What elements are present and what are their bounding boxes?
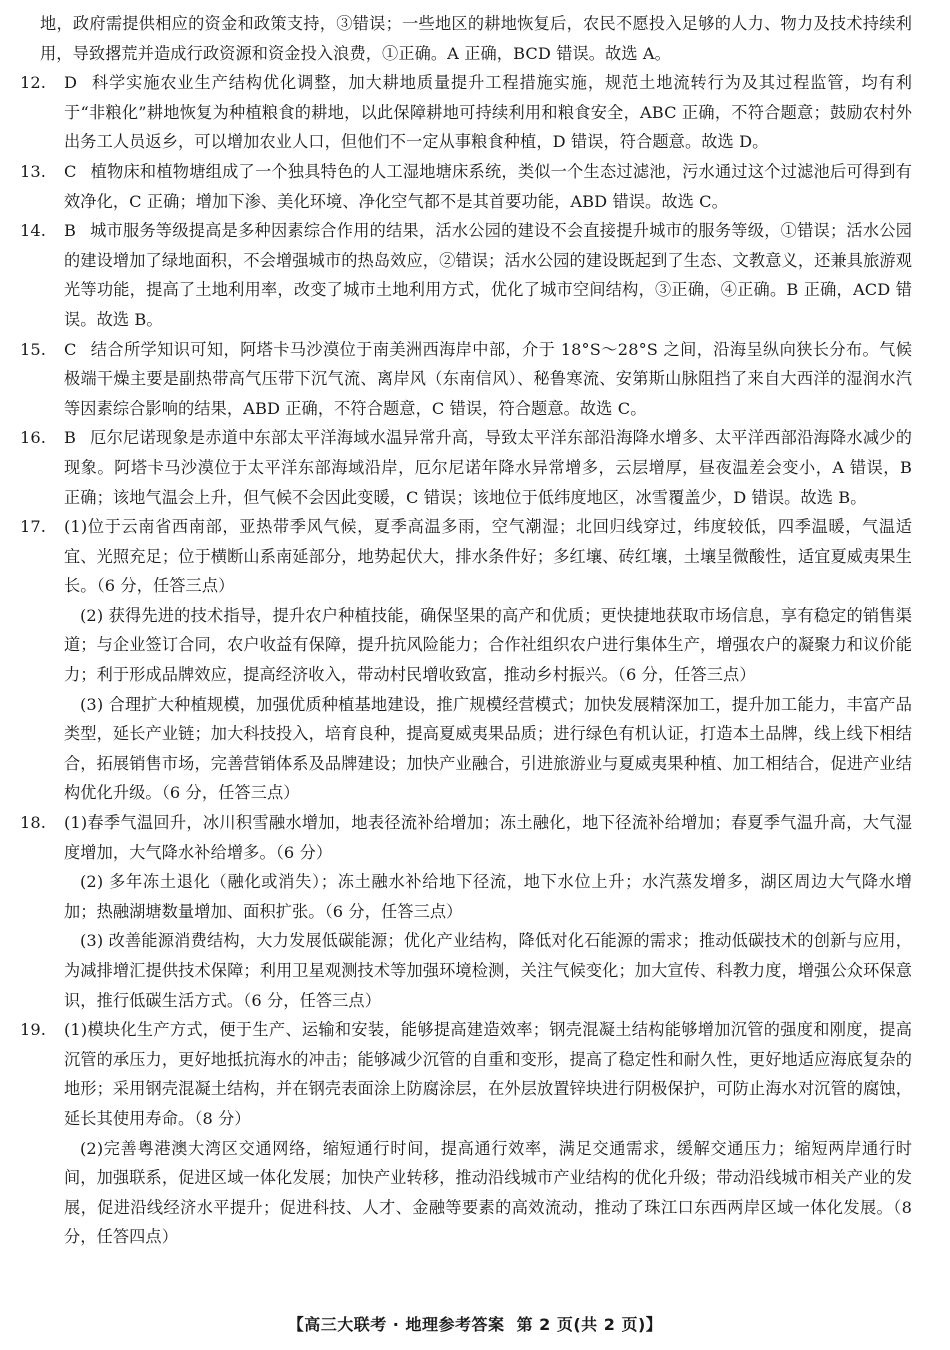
question-number: 16. <box>20 428 47 448</box>
page-footer <box>0 1312 950 1335</box>
explanation-text: 厄尔尼诺现象是赤道中东部太平洋海域水温异常升高，导致太平洋东部沿海降水增多、太平洋西部沿海降水减少的现象。阿塔卡马沙漠位于太平洋东部海域沿岸，厄尔尼诺年降水异常增多，云层增厚，昼夜温差会变小，A 错误，B 正确；该地气温会上升，但气候不会因此变暖，C 错误；该地位于低纬度地区，冰雪覆盖少，D 错误。故选 B。 <box>64 428 912 507</box>
footer-page-info: 第 2 页(共 2 页) <box>516 1315 646 1334</box>
answer-item-16 <box>20 423 912 512</box>
question-number: 12. <box>20 73 47 93</box>
answer-item-12 <box>20 68 912 157</box>
explanation-text: 植物床和植物塘组成了一个独具特色的人工湿地塘床系统，类似一个生态过滤池，污水通过这个过滤池后可得到有效净化，C 正确；增加下渗、美化环境、净化空气都不是其首要功能，ABD 错误。故选 C。 <box>64 161 912 211</box>
answer-letter: D <box>64 73 78 93</box>
answer-item-13 <box>20 157 912 216</box>
answer-item-19 <box>20 1015 912 1252</box>
sub-answer-1: (1)模块化生产方式，便于生产、运输和安装，能够提高建造效率；钢壳混凝土结构能够增加沉管的强度和刚度，提高沉管的承压力，更好地抵抗海水的冲击；能够减少沉管的自重和变形，提高了稳定性和耐久性，更好地适应海底复杂的地形；采用钢壳混凝土结构，并在钢壳表面涂上防腐涂层，在外层放置锌块进行阴极保护，可防止海水对沉管的腐蚀，延长其使用寿命。（8 分） <box>64 1020 912 1128</box>
answer-letter: C <box>64 161 77 181</box>
continuation-paragraph: 地，政府需提供相应的资金和政策支持，③错误；一些地区的耕地恢复后，农民不愿投入足够的人力、物力及技术持续利用，导致撂荒并造成行政资源和资金投入浪费，①正确。A 正确，BCD 错误。故选 A。 <box>40 14 912 63</box>
sub-answer-2: (2) 获得先进的技术指导，提升农户种植技能，确保坚果的高产和优质；更快捷地获取市场信息，享有稳定的销售渠道；与企业签订合同，农户收益有保障，提升抗风险能力；合作社组织农户进行集体生产，增强农户的凝聚力和议价能力；利于形成品牌效应，提高经济收入，带动村民增收致富，推动乡村振兴。（6 分，任答三点） <box>64 605 912 685</box>
answer-item-17 <box>20 512 912 808</box>
question-number: 19. <box>20 1020 47 1040</box>
footer-right-bracket: 】 <box>645 1315 663 1334</box>
footer-title: 高三大联考 · 地理参考答案 <box>304 1315 505 1334</box>
question-number: 15. <box>20 339 47 359</box>
explanation-text: 城市服务等级提高是多种因素综合作用的结果，活水公园的建设不会直接提升城市的服务等级，①错误；活水公园的建设增加了绿地面积，不会增强城市的热岛效应，②错误；活水公园的建设既起到了生态、文教意义，还兼具旅游观光等功能，提高了土地利用率，改变了城市土地利用方式，优化了城市空间结构，③正确，④正确。B 正确，ACD 错误。故选 B。 <box>64 221 912 329</box>
answer-letter: B <box>64 428 76 448</box>
question-number: 18. <box>20 813 47 833</box>
answer-item-18 <box>20 808 912 1015</box>
answer-letter: C <box>64 339 77 359</box>
sub-answer-3: (3) 改善能源消费结构，大力发展低碳能源；优化产业结构，降低对化石能源的需求；推动低碳技术的创新与应用，为减排增汇提供技术保障；利用卫星观测技术等加强环境检测，关注气候变化；加大宣传、科教力度，增强公众环保意识，推行低碳生活方式。（6 分，任答三点） <box>64 931 912 1010</box>
answer-letter: B <box>64 221 76 241</box>
sub-answer-3: (3) 合理扩大种植规模，加强优质种植基地建设，推广规模经营模式；加快发展精深加工，提升加工能力，丰富产品类型，延长产业链；加大科技投入，培育良种，提高夏威夷果品质；进行绿色有机认证，打造本土品牌，线上线下相结合，拓展销售市场，完善营销体系及品牌建设；加快产业融合，引进旅游业与夏威夷果种植、加工相结合，促进产业结构优化升级。（6 分，任答三点） <box>64 694 912 803</box>
footer-left-bracket: 【 <box>287 1315 305 1334</box>
explanation-text: 科学实施农业生产结构优化调整，加大耕地质量提升工程措施实施，规范土地流转行为及其过程监管，均有利于“非粮化”耕地恢复为种植粮食的耕地，以此保障耕地可持续利用和粮食安全，ABC 正确，不符合题意；鼓励农村外出务工人员返乡，可以增加农业人口，但他们不一定从事粮食种植，D 错误，符合题意。故选 D。 <box>64 73 912 152</box>
question-number: 14. <box>20 221 47 241</box>
answer-item-15 <box>20 335 912 424</box>
sub-answer-1: (1)春季气温回升，冰川积雪融水增加，地表径流补给增加；冻土融化，地下径流补给增加；春夏季气温升高，大气湿度增加，大气降水补给增多。（6 分） <box>64 813 912 862</box>
answer-content <box>20 9 912 1252</box>
question-number: 13. <box>20 161 47 181</box>
sub-answer-2: (2) 多年冻土退化（融化或消失）；冻土融水补给地下径流，地下水位上升；水汽蒸发增多，湖区周边大气降水增加；热融湖塘数量增加、面积扩张。（6 分，任答三点） <box>64 872 912 921</box>
sub-answer-2: (2)完善粤港澳大湾区交通网络，缩短通行时间，提高通行效率，满足交通需求，缓解交通压力；缩短两岸通行时间，加强联系，促进区域一体化发展；加快产业转移，推动沿线城市产业结构的优化升级；带动沿线城市相关产业的发展，促进沿线经济水平提升；促进科技、人才、金融等要素的高效流动，推动了珠江口东西两岸区域一体化发展。（8 分，任答四点） <box>64 1138 912 1247</box>
answer-item-14 <box>20 216 912 334</box>
sub-answer-1: (1)位于云南省西南部，亚热带季风气候，夏季高温多雨，空气潮湿；北回归线穿过，纬度较低，四季温暖，气温适宜、光照充足；位于横断山系南延部分，地势起伏大，排水条件好；多红壤、砖红壤，土壤呈微酸性，适宜夏威夷果生长。（6 分，任答三点） <box>64 517 912 596</box>
question-number: 17. <box>20 517 47 537</box>
explanation-text: 结合所学知识可知，阿塔卡马沙漠位于南美洲西海岸中部，介于 18°S～28°S 之间，沿海呈纵向狭长分布。气候极端干燥主要是副热带高气压带下沉气流、离岸风（东南信风）、秘鲁寒流、安第斯山脉阻挡了来自大西洋的湿润水汽等因素综合影响的结果，ABD 正确，不符合题意，C 错误，符合题意。故选 C。 <box>64 339 912 418</box>
